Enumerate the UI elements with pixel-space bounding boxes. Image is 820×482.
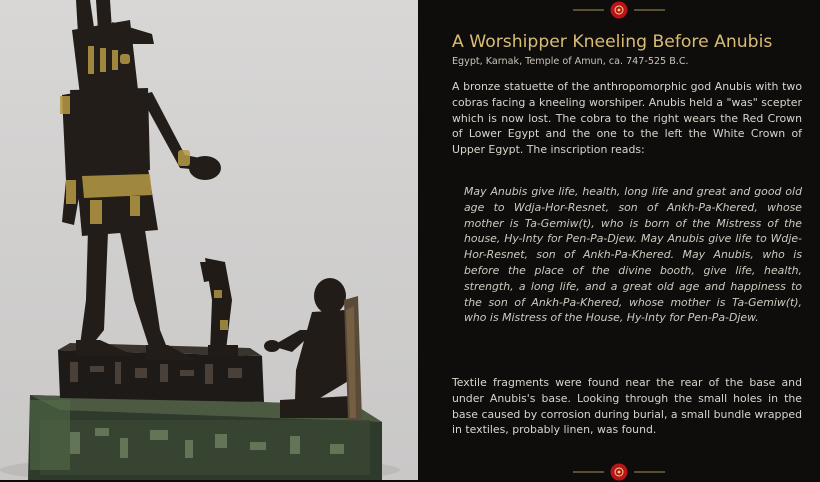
ornament-divider-icon (418, 462, 820, 482)
ornament-divider-icon (418, 0, 820, 20)
description-paragraph: A bronze statuette of the anthropomorphic god Anubis with two cobras facing a kneeling worshiper. Anubis held a "was" scepter which is now lost. The cobra to the right wears the Red Crown of Lower Egypt and the one to the left the White Crown of Upper Egypt. The inscription reads: (452, 80, 802, 157)
description-panel (418, 0, 820, 480)
notes-paragraph: Textile fragments were found near the rear of the base and under Anubis's base. Looking through the small holes in the base caused by corrosion during burial, a small bundle wrapped in textiles, probably linen, was found. (452, 376, 802, 437)
object-title: A Worshipper Kneeling Before Anubis (452, 32, 773, 52)
object-subtitle: Egypt, Karnak, Temple of Amun, ca. 747-525 B.C. (452, 56, 689, 67)
inscription-quote: May Anubis give life, health, long life and great and good old age to Wdja-Hor-Resnet, son of Ankh-Pa-Khered, whose mother is Ta-Gemiw(t), who is born of the Mistress of the house, Hy-Inty for Pen-Pa-Djew. May Anubis give life to Wdje-Hor-Resnet, son of Ankh-Pa-Khered. May Anubis, who is before the place of the divine booth, give life, health, strength, a long life, and a great old age and happiness to the son of Ankh-Pa-Khered, whose mother is Ta-Gemiw(t), who is Mistress of the House, Hy-Inty for Pen-Pa-Djew. (464, 185, 802, 325)
